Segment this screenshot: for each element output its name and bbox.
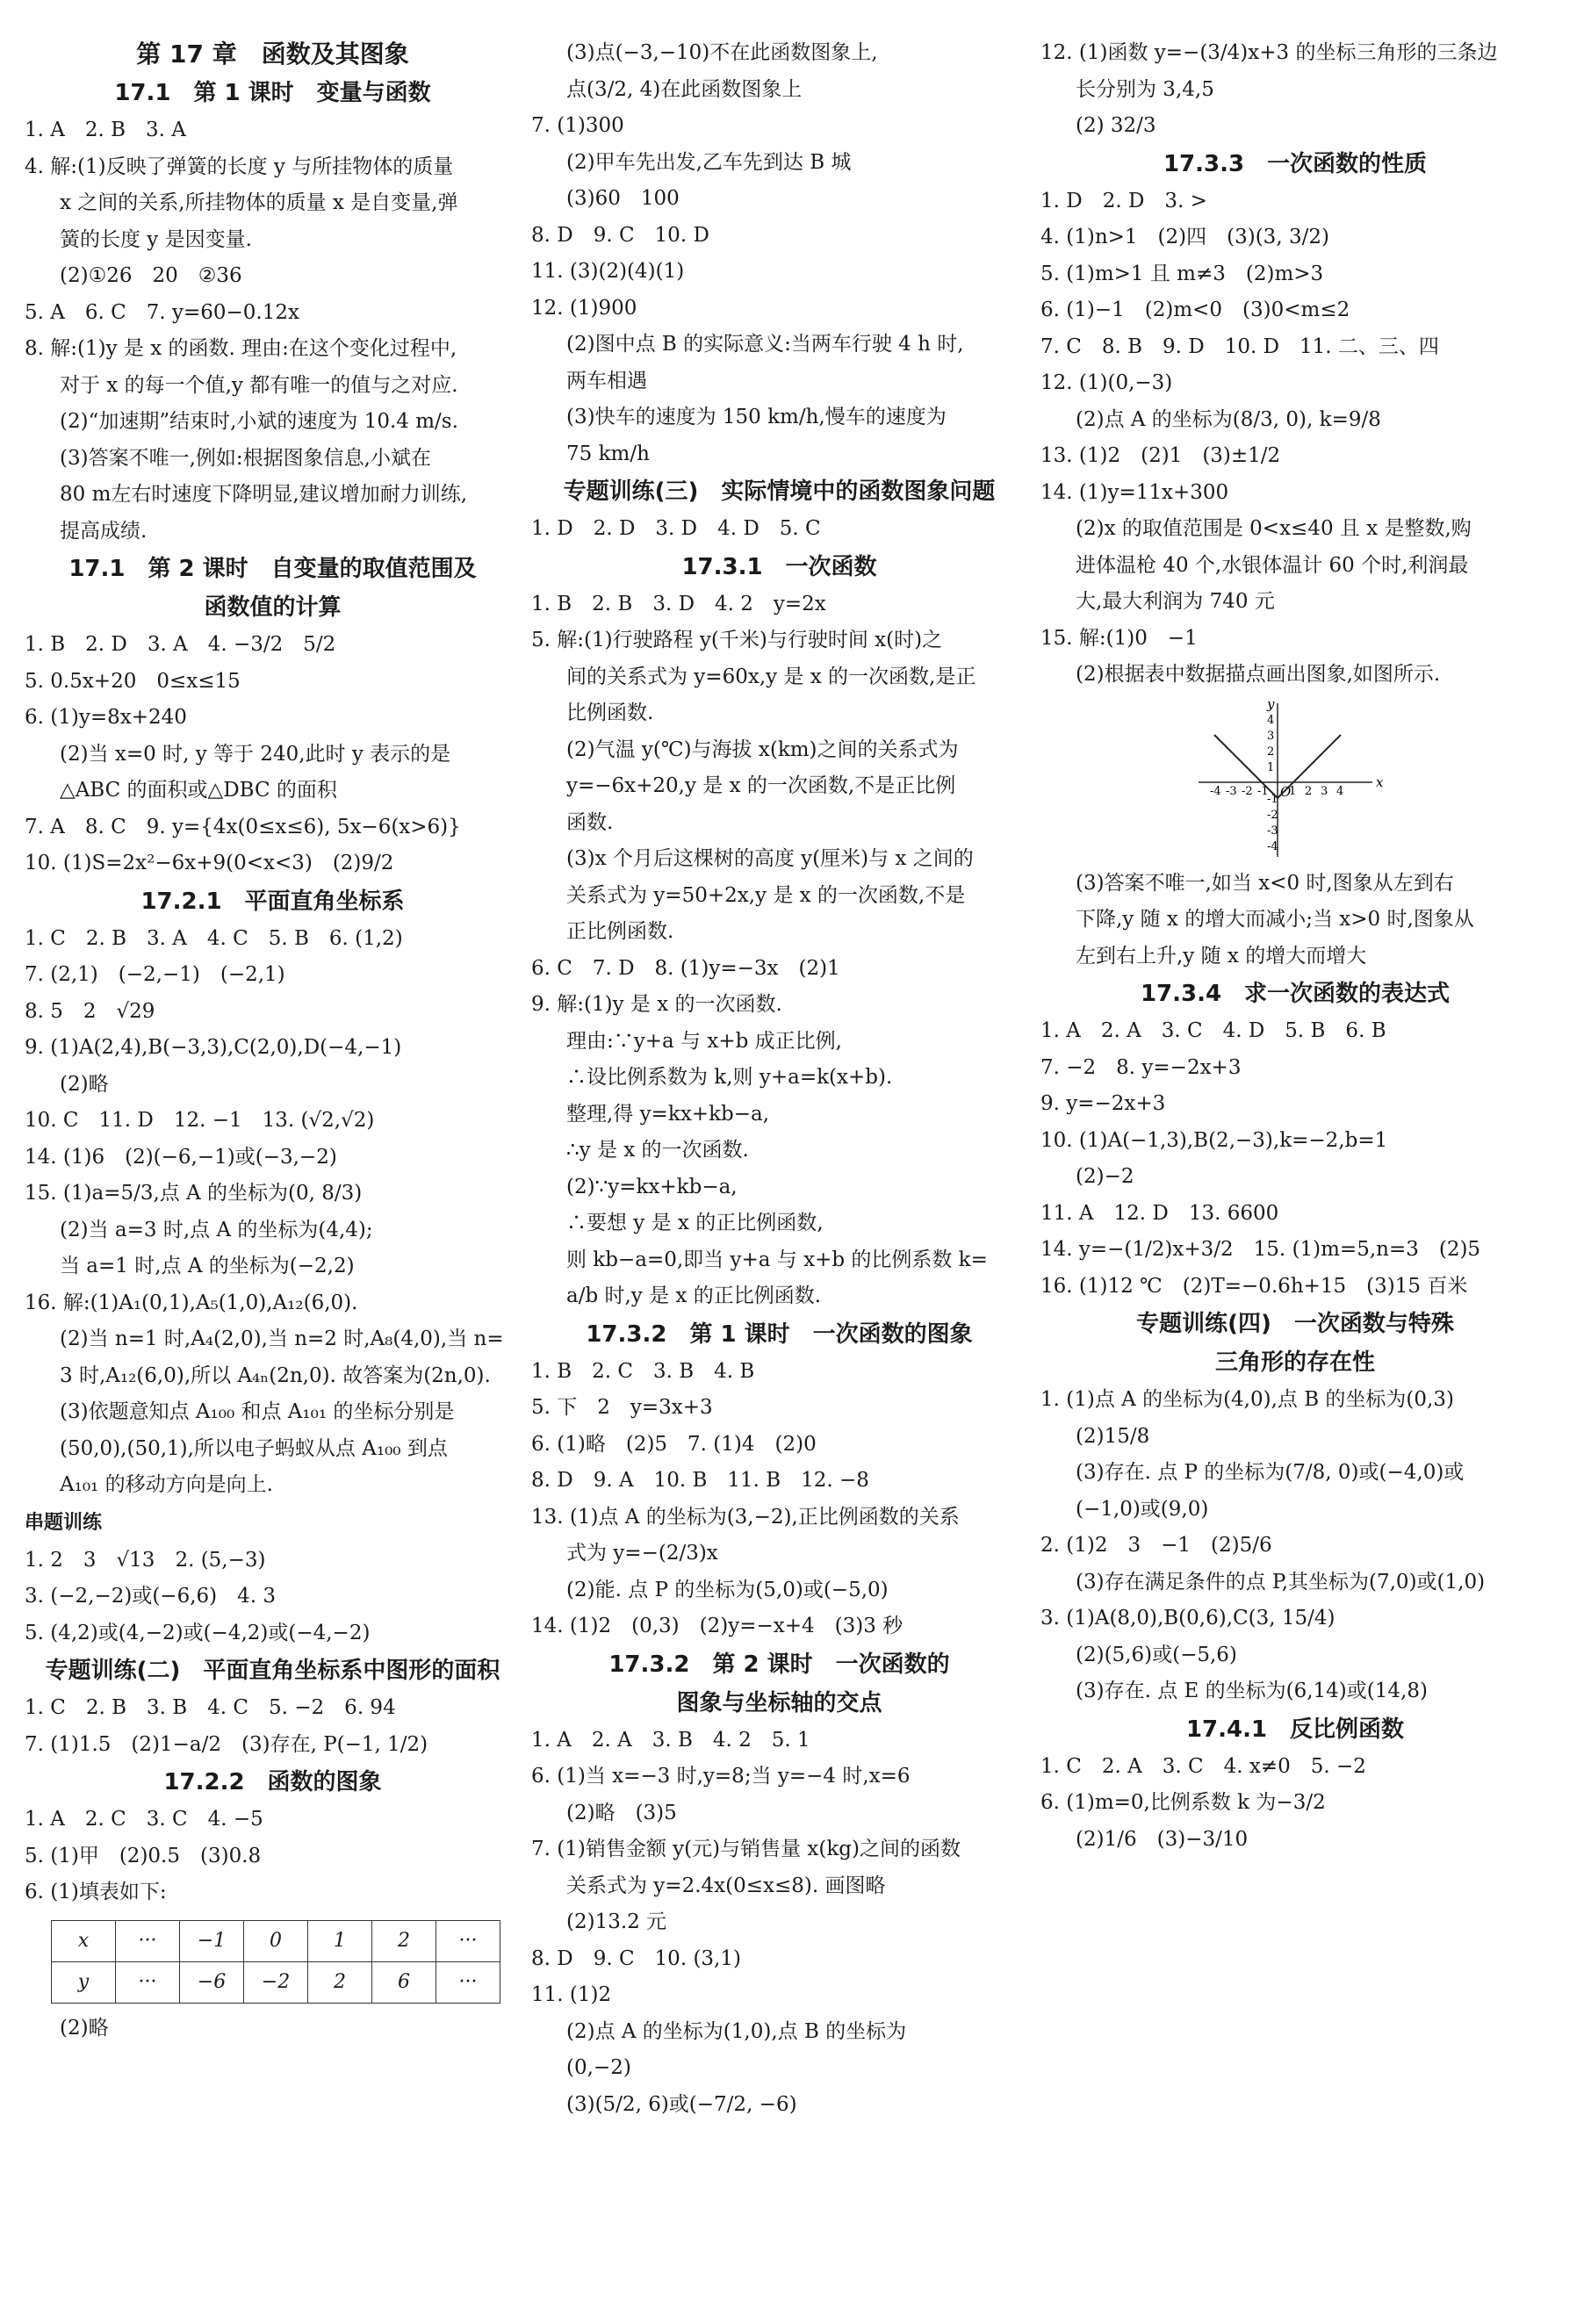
answer-line: 13. (1)点 A 的坐标为(3,−2),正比例函数的关系 [531, 1505, 960, 1529]
section-heading: 17.1 第 1 课时 变量与函数 [114, 80, 431, 106]
answer-line: (2)图中点 B 的实际意义:当两车行驶 4 h 时, [566, 333, 964, 356]
answer-line: (2)1/6 (3)−3/10 [1076, 1827, 1249, 1851]
answer-line: a/b 时,y 是 x 的正比例函数. [566, 1284, 822, 1307]
section-heading: 图象与坐标轴的交点 [676, 1689, 882, 1716]
answer-line: 4. (1)n>1 (2)四 (3)(3, 3/2) [1040, 226, 1329, 248]
answer-line: 5. 下 2 y=3x+3 [531, 1396, 713, 1419]
value-table-cell: −1 [180, 1920, 244, 1961]
answer-line: (2) 32/3 [1076, 114, 1156, 137]
answer-line: 进体温枪 40 个,水银体温计 60 个时,利润最 [1076, 553, 1469, 577]
section-heading: 专题训练(四) 一次函数与特殊 [1136, 1311, 1454, 1337]
answer-column-3-top [1040, 35, 1550, 694]
answer-line: (2)根据表中数据描点画出图象,如图所示. [1076, 663, 1441, 686]
answer-line: (3)答案不唯一,例如:根据图象信息,小斌在 [60, 446, 431, 470]
answer-line: 75 km/h [566, 442, 650, 465]
answer-column-3 [1040, 35, 1550, 1858]
x-tick-label: -1 [1257, 784, 1269, 798]
answer-line: 9. 解:(1)y 是 x 的一次函数. [531, 993, 782, 1016]
section-heading: 专题训练(二) 平面直角坐标系中图形的面积 [45, 1658, 500, 1684]
answer-line: 3. (−2,−2)或(−6,6) 4. 3 [25, 1585, 277, 1608]
answer-line: 比例函数. [566, 702, 654, 724]
value-table-cell: 2 [308, 1961, 372, 2003]
answer-line: 两车相遇 [566, 369, 647, 392]
answer-line: 1. A 2. A 3. B 4. 2 5. 1 [531, 1728, 810, 1752]
answer-line: ∴设比例系数为 k,则 y+a=k(x+b). [566, 1066, 893, 1089]
answer-line: 15. (1)a=5/3,点 A 的坐标为(0, 8/3) [25, 1182, 363, 1205]
answer-line: (2)当 a=3 时,点 A 的坐标为(4,4); [60, 1218, 373, 1241]
answer-line: 4. 解:(1)反映了弹簧的长度 y 与所挂物体的质量 [25, 155, 454, 178]
answer-line: 8. D 9. A 10. B 11. B 12. −8 [531, 1469, 869, 1492]
y-tick-label: 3 [1267, 729, 1275, 743]
answer-line: 左到右上升,y 随 x 的增大而增大 [1076, 944, 1367, 968]
answer-line: A₁₀₁ 的移动方向是向上. [60, 1473, 273, 1496]
answer-line: 14. (1)y=11x+300 [1040, 480, 1229, 504]
answer-line: 10. C 11. D 12. −1 13. (√2,√2) [25, 1109, 375, 1132]
answer-line: 1. D 2. D 3. D 4. D 5. C [531, 517, 821, 540]
answer-line: 12. (1)900 [531, 296, 637, 320]
x-tick-label: -3 [1226, 784, 1237, 798]
value-table-cell: y [52, 1961, 116, 2003]
answer-line: 5. A 6. C 7. y=60−0.12x [25, 300, 299, 324]
answer-line: 正比例函数. [566, 920, 674, 943]
answer-line: 5. (1)m>1 且 m≠3 (2)m>3 [1040, 262, 1324, 285]
answer-line: 14. (1)2 (0,3) (2)y=−x+4 (3)3 秒 [531, 1615, 903, 1637]
section-heading: 17.2.1 平面直角坐标系 [140, 888, 405, 915]
answer-line: 1. A 2. C 3. C 4. −5 [25, 1808, 263, 1831]
answer-line: (2)点 A 的坐标为(8/3, 0), k=9/8 [1076, 407, 1381, 431]
answer-line: △ABC 的面积或△DBC 的面积 [60, 779, 337, 802]
value-table-cell: 0 [244, 1920, 308, 1961]
answer-line: 5. 0.5x+20 0≤x≤15 [25, 669, 241, 693]
answer-line: 2. (1)2 3 −1 (2)5/6 [1040, 1534, 1272, 1557]
answer-line: 1. C 2. B 3. A 4. C 5. B 6. (1,2) [25, 926, 403, 950]
value-table-cell: 2 [372, 1920, 436, 1961]
answer-line: 8. 解:(1)y 是 x 的函数. 理由:在这个变化过程中, [25, 337, 457, 360]
answer-line: 3 时,A₁₂(6,0),所以 A₄ₙ(2n,0). 故答案为(2n,0). [60, 1363, 491, 1387]
section-heading: 17.2.2 函数的图象 [163, 1769, 382, 1795]
section-heading: 专题训练(三) 实际情境中的函数图象问题 [563, 478, 996, 505]
answer-line: 整理,得 y=kx+kb−a, [566, 1102, 770, 1126]
answer-line: 9. y=−2x+3 [1040, 1092, 1166, 1115]
value-table-row [52, 1920, 500, 1961]
answer-line: 14. y=−(1/2)x+3/2 15. (1)m=5,n=3 (2)5 [1040, 1238, 1481, 1261]
answer-line: 1. D 2. D 3. > [1040, 189, 1207, 212]
answer-line: 16. 解:(1)A₁(0,1),A₅(1,0),A₁₂(6,0). [25, 1291, 358, 1314]
answer-line: (2)(5,6)或(−5,6) [1076, 1643, 1237, 1666]
x-tick-label: 3 [1321, 784, 1328, 798]
answer-line: 6. (1)−1 (2)m<0 (3)0<m≤2 [1040, 299, 1350, 321]
answer-line: 6. (1)y=8x+240 [25, 706, 187, 729]
answer-line: 3. (1)A(8,0),B(0,6),C(3, 15/4) [1040, 1607, 1335, 1630]
answer-line: (2)①26 20 ②36 [60, 264, 242, 287]
answer-line: (3)存在. 点 E 的坐标为(6,14)或(14,8) [1076, 1680, 1428, 1702]
answer-line: 14. (1)6 (2)(−6,−1)或(−3,−2) [25, 1145, 337, 1169]
x-tick-label: 2 [1305, 784, 1313, 798]
section-heading: 17.3.2 第 1 课时 一次函数的图象 [586, 1320, 973, 1348]
section-heading: 17.3.1 一次函数 [681, 553, 877, 580]
answer-line: 1. A 2. A 3. C 4. D 5. B 6. B [1040, 1019, 1386, 1042]
answer-line: 函数. [566, 810, 614, 834]
answer-line: 1. B 2. C 3. B 4. B [531, 1359, 755, 1383]
answer-line: 理由:∵y+a 与 x+b 成正比例, [566, 1029, 842, 1053]
section-heading: 第 17 章 函数及其图象 [136, 40, 409, 68]
answer-line: (2)13.2 元 [566, 1910, 667, 1933]
answer-line: 1. A 2. B 3. A [25, 119, 186, 141]
answer-line: 12. (1)(0,−3) [1040, 371, 1173, 394]
answer-line: 6. (1)当 x=−3 时,y=8;当 y=−4 时,x=6 [531, 1765, 911, 1788]
answer-line: (3)存在. 点 P 的坐标为(7/8, 0)或(−4,0)或 [1076, 1461, 1465, 1484]
answer-line: 10. (1)S=2x²−6x+9(0<x<3) (2)9/2 [25, 852, 394, 874]
section-heading: 三角形的存在性 [1214, 1349, 1375, 1376]
answer-line: 5. (1)甲 (2)0.5 (3)0.8 [25, 1844, 262, 1867]
answer-line: 当 a=1 时,点 A 的坐标为(−2,2) [60, 1255, 355, 1277]
answer-line: y=−6x+20,y 是 x 的一次函数,不是正比例 [566, 774, 956, 797]
answer-line: 7. (1)300 [531, 114, 624, 137]
answer-line: 15. 解:(1)0 −1 [1040, 626, 1198, 650]
y-tick-label: 4 [1267, 713, 1275, 727]
answer-line: 长分别为 3,4,5 [1076, 77, 1214, 101]
answer-line: x 之间的关系,所挂物体的质量 x 是自变量,弹 [60, 191, 458, 214]
value-table-cell: −2 [244, 1961, 308, 2003]
value-table-row [52, 1961, 500, 2003]
answer-line: (2)点 A 的坐标为(1,0),点 B 的坐标为 [566, 2019, 907, 2043]
answer-line: 7. (1)1.5 (2)1−a/2 (3)存在, P(−1, 1/2) [25, 1732, 428, 1756]
answer-line: 8. D 9. C 10. D [531, 223, 709, 247]
value-table-cell: 6 [372, 1961, 436, 2003]
value-table [51, 1920, 500, 2004]
x-tick-label: -4 [1210, 784, 1221, 798]
answer-line: 11. (3)(2)(4)(1) [531, 260, 685, 283]
answer-line: 11. A 12. D 13. 6600 [1040, 1201, 1279, 1225]
answer-line: ∴y 是 x 的一次函数. [566, 1139, 749, 1162]
answer-line: (3)快车的速度为 150 km/h,慢车的速度为 [566, 406, 947, 428]
answer-line: 16. (1)12 ℃ (2)T=−0.6h+15 (3)15 百米 [1040, 1274, 1468, 1298]
answer-line: 7. (1)销售金额 y(元)与销售量 x(kg)之间的函数 [531, 1838, 961, 1860]
x-tick-label: 1 [1289, 784, 1297, 798]
answer-line: 6. C 7. D 8. (1)y=−3x (2)1 [531, 956, 840, 980]
answer-column-3-bottom [1040, 866, 1550, 1859]
answer-line: (2)略 [60, 1072, 109, 1096]
value-table-cell: ··· [116, 1961, 180, 2003]
answer-line: (2)x 的取值范围是 0<x≤40 且 x 是整数,购 [1076, 517, 1472, 540]
answer-line: (2)15/8 [1076, 1424, 1150, 1448]
answer-line: 则 kb−a=0,即当 y+a 与 x+b 的比例系数 k= [566, 1248, 988, 1271]
answer-line: 对于 x 的每一个值,y 都有唯一的值与之对应. [60, 373, 458, 397]
answer-column-1 [25, 35, 521, 2047]
answer-line: (3)(5/2, 6)或(−7/2, −6) [566, 2092, 797, 2116]
answer-line: (2)能. 点 P 的坐标为(5,0)或(−5,0) [566, 1578, 889, 1601]
y-tick-label: -2 [1267, 808, 1278, 822]
section-heading: 函数值的计算 [204, 594, 342, 621]
answer-line: ∴要想 y 是 x 的正比例函数, [566, 1212, 824, 1234]
answer-line: 1. B 2. B 3. D 4. 2 y=2x [531, 592, 826, 615]
answer-line: (3)x 个月后这棵树的高度 y(厘米)与 x 之间的 [566, 847, 974, 870]
answer-line: 80 m左右时速度下降明显,建议增加耐力训练, [60, 483, 468, 506]
y-tick-label: -4 [1267, 839, 1278, 853]
answer-line: (2)略 (3)5 [566, 1801, 677, 1824]
y-tick-label: 1 [1267, 760, 1275, 774]
section-heading: 17.1 第 2 课时 自变量的取值范围及 [68, 556, 477, 582]
answer-line: 关系式为 y=50+2x,y 是 x 的一次函数,不是 [566, 883, 966, 907]
answer-line: (2)略 [60, 2016, 109, 2040]
answer-line: (3)存在满足条件的点 P,其坐标为(7,0)或(1,0) [1076, 1570, 1486, 1594]
section-heading: 17.3.2 第 2 课时 一次函数的 [608, 1651, 950, 1678]
answer-line: 大,最大利润为 740 元 [1076, 590, 1275, 613]
answer-line: 5. (4,2)或(4,−2)或(−4,2)或(−4,−2) [25, 1621, 371, 1644]
answer-line: 7. −2 8. y=−2x+3 [1040, 1055, 1242, 1079]
answer-line: (3)答案不唯一,如当 x<0 时,图象从左到右 [1076, 871, 1454, 895]
section-heading: 17.3.3 一次函数的性质 [1163, 150, 1428, 177]
answer-line: 11. (1)2 [531, 1983, 612, 2006]
answer-line: 8. D 9. C 10. (3,1) [531, 1946, 741, 1970]
function-graph [1172, 699, 1400, 857]
y-tick-label: -1 [1267, 792, 1278, 806]
answer-line: 13. (1)2 (2)1 (3)±1/2 [1040, 444, 1281, 467]
value-table-cell: x [52, 1920, 116, 1961]
origin-label: O [1280, 783, 1292, 800]
answer-line: (2)“加速期”结束时,小斌的速度为 10.4 m/s. [60, 410, 458, 433]
answer-line: 9. (1)A(2,4),B(−3,3),C(2,0),D(−4,−1) [25, 1036, 402, 1059]
answer-line: 12. (1)函数 y=−(3/4)x+3 的坐标三角形的三条边 [1040, 41, 1498, 64]
answer-line: 10. (1)A(−1,3),B(2,−3),k=−2,b=1 [1040, 1128, 1388, 1152]
answer-line: 1. C 2. A 3. C 4. x≠0 5. −2 [1040, 1754, 1366, 1778]
answer-line: (3)60 100 [566, 187, 680, 210]
answer-line: 7. A 8. C 9. y={4x(0≤x≤6), 5x−6(x>6)} [25, 815, 461, 838]
answer-line: 下降,y 随 x 的增大而减小;当 x>0 时,图象从 [1076, 908, 1474, 931]
x-tick-label: -2 [1242, 784, 1253, 798]
answer-line: 式为 y=−(2/3)x [566, 1542, 718, 1565]
answer-line: 6. (1)填表如下: [25, 1881, 167, 1903]
answer-line: (3)点(−3,−10)不在此函数图象上, [566, 41, 878, 64]
x-tick-label: 4 [1336, 784, 1344, 798]
answer-line: 8. 5 2 √29 [25, 999, 155, 1023]
answer-line: (−1,0)或(9,0) [1076, 1497, 1209, 1521]
y-tick-label: -3 [1267, 824, 1278, 838]
answer-line: 1. 2 3 √13 2. (5,−3) [25, 1548, 266, 1572]
answer-line: (2)当 n=1 时,A₄(2,0),当 n=2 时,A₈(4,0),当 n= [60, 1327, 504, 1350]
answer-line: (2)−2 [1076, 1165, 1134, 1188]
answer-line: 6. (1)略 (2)5 7. (1)4 (2)0 [531, 1432, 817, 1456]
answer-line: (3)依题意知点 A₁₀₀ 和点 A₁₀₁ 的坐标分别是 [60, 1400, 455, 1423]
answer-line: (2)气温 y(℃)与海拔 x(km)之间的关系式为 [566, 737, 959, 761]
answer-line: (50,0),(50,1),所以电子蚂蚁从点 A₁₀₀ 到点 [60, 1436, 448, 1460]
answer-line: 点(3/2, 4)在此函数图象上 [566, 77, 803, 101]
answer-line: 7. (2,1) (−2,−1) (−2,1) [25, 963, 285, 986]
answer-line: 间的关系式为 y=60x,y 是 x 的一次函数,是正 [566, 665, 976, 688]
answer-line: 簧的长度 y 是因变量. [60, 227, 252, 251]
answer-line: 1. (1)点 A 的坐标为(4,0),点 B 的坐标为(0,3) [1040, 1388, 1454, 1411]
answer-line: (0,−2) [566, 2056, 631, 2079]
y-tick-label: 2 [1267, 745, 1275, 759]
answer-line: (2)甲车先出发,乙车先到达 B 城 [566, 150, 852, 174]
answer-line: (2)当 x=0 时, y 等于 240,此时 y 表示的是 [60, 742, 451, 766]
answer-column-2 [531, 35, 1027, 2123]
section-heading: 串题训练 [25, 1511, 103, 1534]
value-table-cell: ··· [436, 1961, 500, 2003]
section-heading: 17.3.4 求一次函数的表达式 [1140, 981, 1451, 1007]
section-heading: 17.4.1 反比例函数 [1185, 1716, 1405, 1743]
answer-line: 提高成绩. [60, 519, 148, 543]
value-table-cell: ··· [436, 1920, 500, 1961]
value-table-cell: −6 [180, 1961, 244, 2003]
answer-line: 1. B 2. D 3. A 4. −3/2 5/2 [25, 633, 336, 656]
value-table-cell: ··· [116, 1920, 180, 1961]
answer-line: 1. C 2. B 3. B 4. C 5. −2 6. 94 [25, 1696, 396, 1719]
answer-line: 关系式为 y=2.4x(0≤x≤8). 画图略 [566, 1874, 886, 1897]
answer-line: 6. (1)m=0,比例系数 k 为−3/2 [1040, 1791, 1326, 1814]
value-table-cell: 1 [308, 1920, 372, 1961]
x-axis-label: x [1376, 773, 1384, 790]
answer-line: 7. C 8. B 9. D 10. D 11. 二、三、四 [1040, 335, 1439, 358]
answer-line: 5. 解:(1)行驶路程 y(千米)与行驶时间 x(时)之 [531, 629, 943, 651]
answer-line: (2)∵y=kx+kb−a, [566, 1175, 738, 1198]
y-axis-label: y [1267, 698, 1275, 712]
